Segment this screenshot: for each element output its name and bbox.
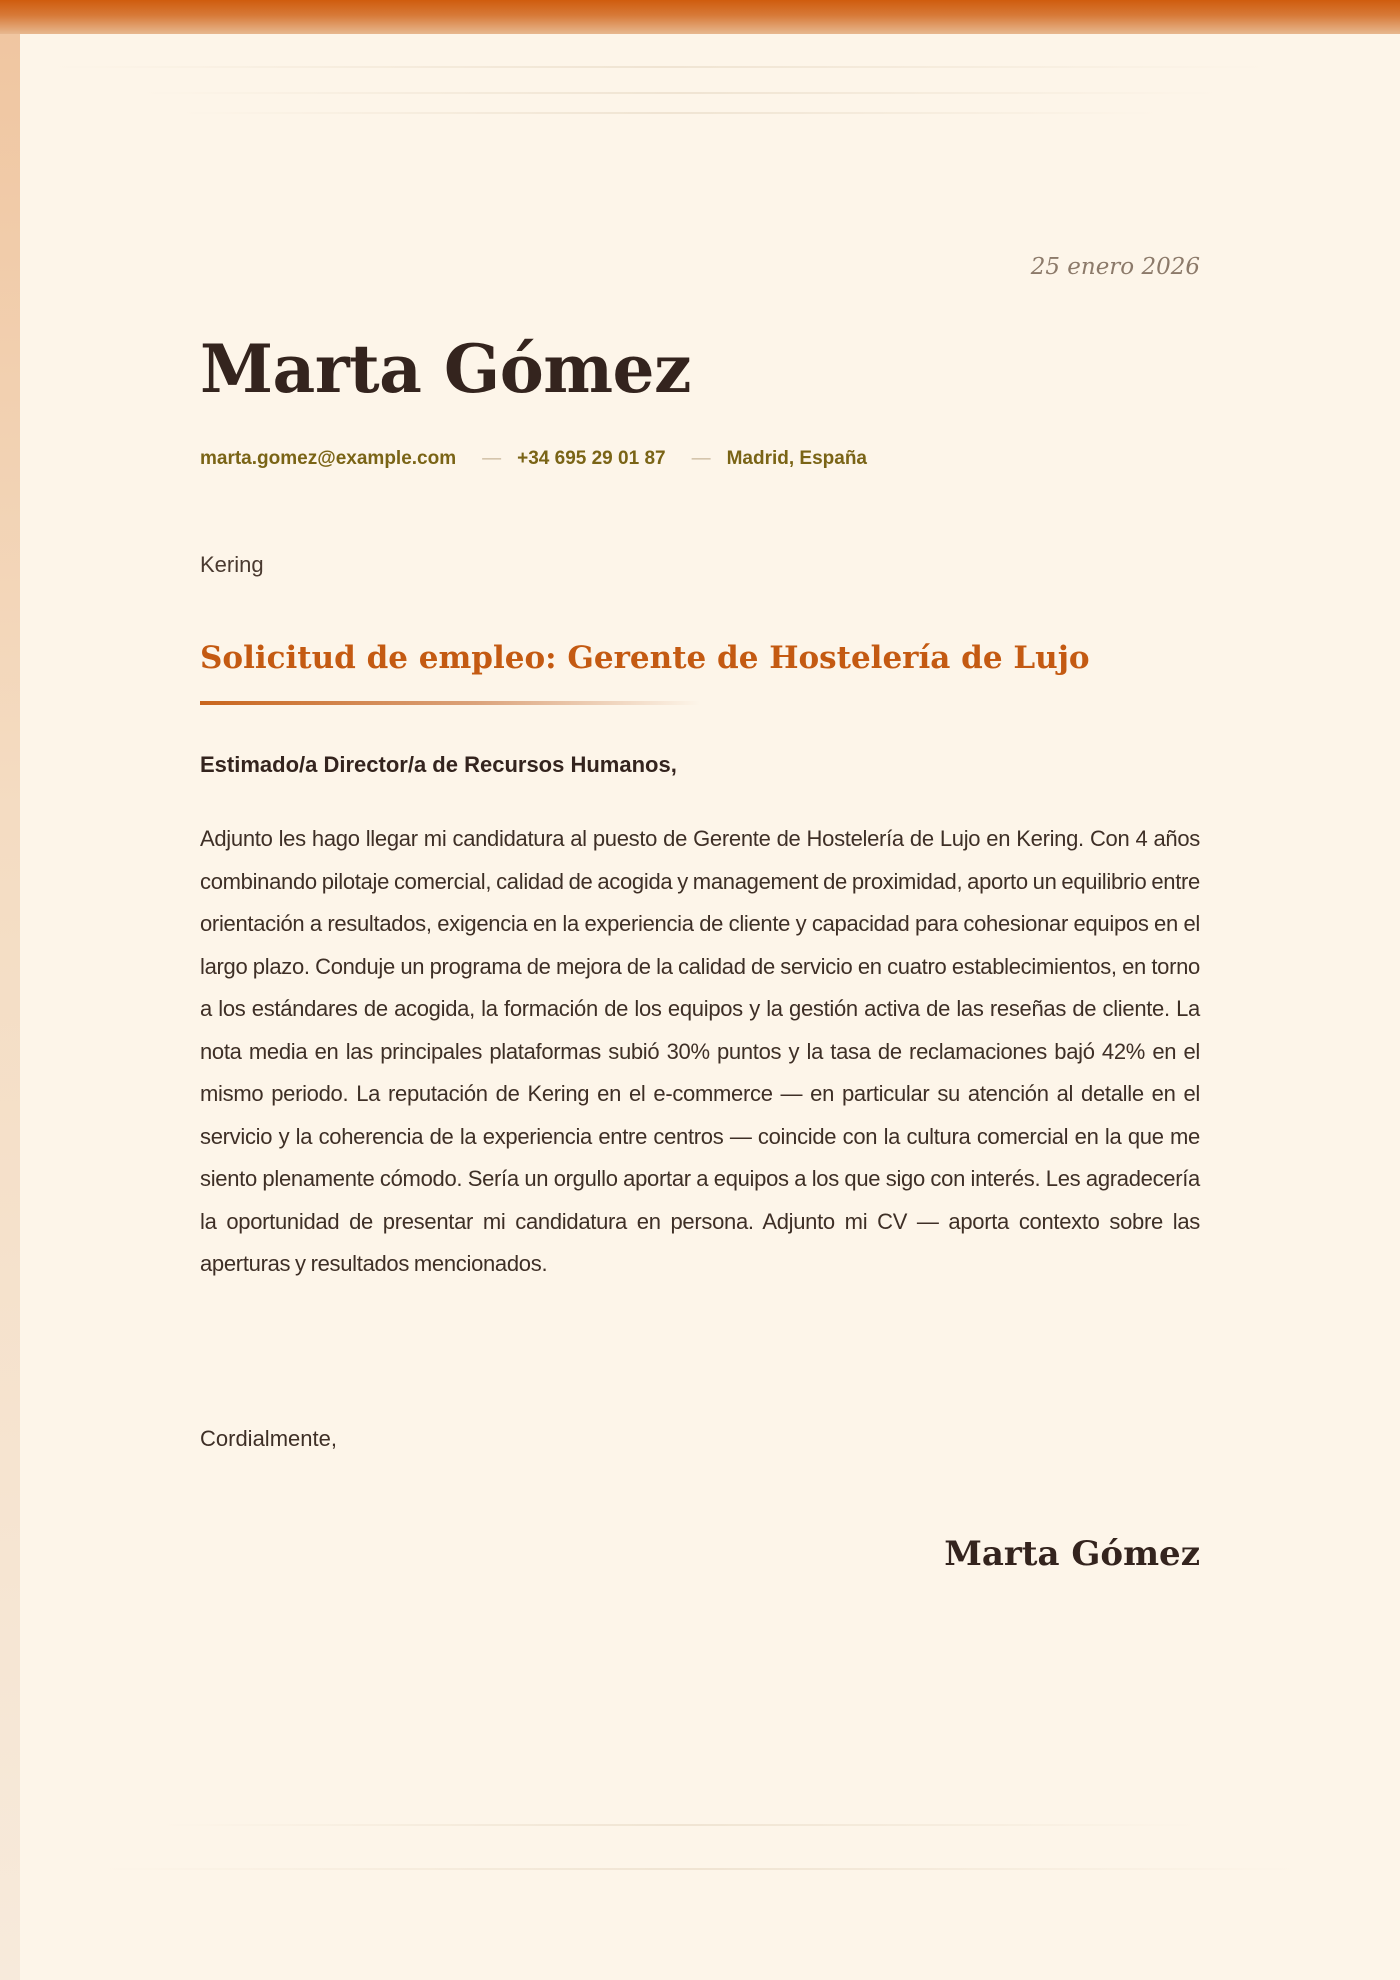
contact-separator: — [482, 448, 502, 469]
letter-closing: Cordialmente, [200, 1426, 337, 1451]
letter-greeting: Estimado/a Director/a de Recursos Humanos, [200, 752, 677, 777]
sender-phone[interactable]: +34 695 29 01 87 [517, 448, 666, 469]
subject-underline [200, 701, 700, 705]
contact-line [200, 448, 867, 470]
letter-subject: Solicitud de empleo: Gerente de Hostelería de Lujo [200, 640, 1090, 676]
sender-location: Madrid, España [726, 448, 867, 469]
recipient-company: Kering [200, 552, 264, 577]
letter-body: Adjunto les hago llegar mi candidatura al puesto de Gerente de Hostelería de Lujo en Kering. Con 4 años combinando pilotaje comercial, calidad de acogida y management de proximidad, aporto un equilibrio entre orientación a resultados, exigencia en la experiencia de cliente y capacidad para cohesionar equipos en el largo plazo. Conduje un programa de mejora de la calidad de servicio en cuatro establecimientos, en torno a los estándares de acogida, la formación de los equipos y la gestión activa de las reseñas de cliente. La nota media en las principales plataformas subió 30% puntos y la tasa de reclamaciones bajó 42% en el mismo periodo. La reputación de Kering en el e-commerce — en particular su atención al detalle en el servicio y la coherencia de la experiencia entre centros — coincide con la cultura comercial en la que me siento plenamente cómodo. Sería un orgullo aportar a equipos a los que sigo con interés. Les agradecería la oportunidad de presentar mi candidatura en persona. Adjunto mi CV — aporta contexto sobre las aperturas y resultados mencionados. [200, 826, 1200, 1276]
contact-separator: — [691, 448, 711, 469]
letter-date: 25 enero 2026 [1030, 254, 1200, 280]
sender-email[interactable]: marta.gomez@example.com [200, 448, 457, 469]
letter-page [200, 0, 1200, 1980]
left-accent-strip [0, 34, 20, 1980]
letter-signature: Marta Gómez [944, 1534, 1200, 1574]
sender-name: Marta Gómez [200, 330, 692, 408]
